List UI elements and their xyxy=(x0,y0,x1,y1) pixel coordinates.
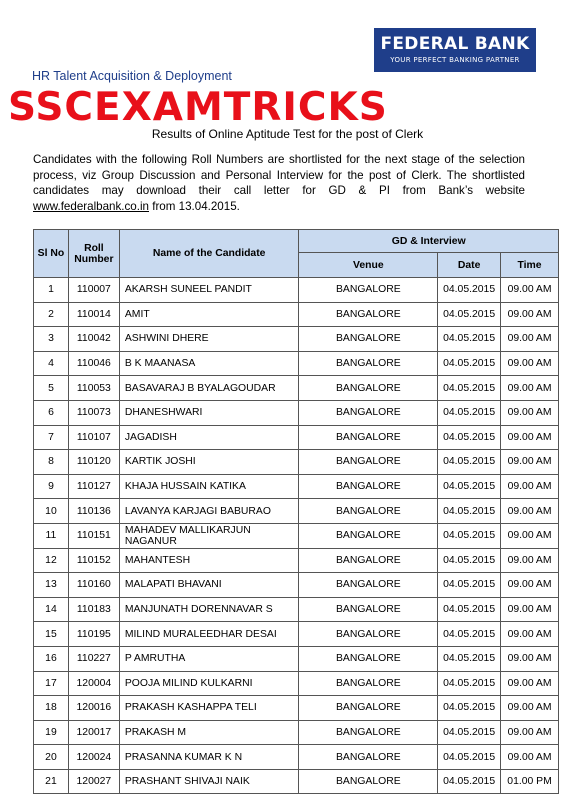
bank-name: FEDERAL BANK xyxy=(380,34,530,54)
table-row xyxy=(34,597,559,622)
cell-date: 04.05.2015 xyxy=(438,523,501,548)
table-row xyxy=(34,745,559,770)
cell-roll-number: 110195 xyxy=(68,622,119,647)
table-row xyxy=(34,327,559,352)
website-link[interactable]: www.federalbank.co.in xyxy=(33,199,149,213)
intro-text: Candidates with the following Roll Numbers are shortlisted for the next stage of the selection process, viz Group Discussion and Personal Interview for the post of Clerk. The shortlisted candidates may download their call letter for GD & PI from Bank’s website xyxy=(33,153,525,197)
cell-sl-no: 21 xyxy=(34,769,69,794)
cell-date: 04.05.2015 xyxy=(438,622,501,647)
cell-roll-number: 110127 xyxy=(68,474,119,499)
cell-roll-number: 120004 xyxy=(68,671,119,696)
cell-candidate-name: JAGADISH xyxy=(119,425,299,450)
cell-time: 09.00 AM xyxy=(501,523,559,548)
cell-roll-number: 110007 xyxy=(68,278,119,303)
cell-sl-no: 4 xyxy=(34,351,69,376)
cell-candidate-name: PRAKASH KASHAPPA TELI xyxy=(119,696,299,721)
table-row xyxy=(34,400,559,425)
cell-roll-number: 110152 xyxy=(68,548,119,573)
table-row xyxy=(34,302,559,327)
cell-sl-no: 7 xyxy=(34,425,69,450)
table-row xyxy=(34,450,559,475)
cell-date: 04.05.2015 xyxy=(438,351,501,376)
cell-venue: BANGALORE xyxy=(299,696,438,721)
header-sl-no: Sl No xyxy=(34,230,69,278)
cell-time: 09.00 AM xyxy=(501,400,559,425)
cell-date: 04.05.2015 xyxy=(438,720,501,745)
cell-sl-no: 12 xyxy=(34,548,69,573)
table-row xyxy=(34,278,559,303)
cell-candidate-name: AMIT xyxy=(119,302,299,327)
cell-roll-number: 110151 xyxy=(68,523,119,548)
cell-sl-no: 16 xyxy=(34,646,69,671)
cell-sl-no: 1 xyxy=(34,278,69,303)
cell-sl-no: 17 xyxy=(34,671,69,696)
table-row xyxy=(34,474,559,499)
cell-date: 04.05.2015 xyxy=(438,499,501,524)
cell-roll-number: 110107 xyxy=(68,425,119,450)
cell-roll-number: 110014 xyxy=(68,302,119,327)
cell-roll-number: 110053 xyxy=(68,376,119,401)
cell-candidate-name: PRAKASH M xyxy=(119,720,299,745)
cell-venue: BANGALORE xyxy=(299,400,438,425)
cell-candidate-name: MAHADEV MALLIKARJUN NAGANUR xyxy=(119,523,299,548)
intro-paragraph xyxy=(33,152,525,214)
cell-date: 04.05.2015 xyxy=(438,573,501,598)
cell-roll-number: 110160 xyxy=(68,573,119,598)
cell-time: 09.00 AM xyxy=(501,302,559,327)
cell-sl-no: 13 xyxy=(34,573,69,598)
header-candidate-name: Name of the Candidate xyxy=(119,230,299,278)
cell-time: 09.00 AM xyxy=(501,745,559,770)
cell-venue: BANGALORE xyxy=(299,573,438,598)
table-row xyxy=(34,523,559,548)
cell-candidate-name: POOJA MILIND KULKARNI xyxy=(119,671,299,696)
header-gd-interview: GD & Interview xyxy=(299,230,559,253)
cell-date: 04.05.2015 xyxy=(438,474,501,499)
cell-candidate-name: LAVANYA KARJAGI BABURAO xyxy=(119,499,299,524)
cell-candidate-name: B K MAANASA xyxy=(119,351,299,376)
cell-date: 04.05.2015 xyxy=(438,696,501,721)
table-row xyxy=(34,499,559,524)
cell-venue: BANGALORE xyxy=(299,278,438,303)
cell-date: 04.05.2015 xyxy=(438,376,501,401)
cell-date: 04.05.2015 xyxy=(438,302,501,327)
table-row xyxy=(34,351,559,376)
cell-date: 04.05.2015 xyxy=(438,745,501,770)
cell-roll-number: 120024 xyxy=(68,745,119,770)
cell-venue: BANGALORE xyxy=(299,646,438,671)
cell-date: 04.05.2015 xyxy=(438,769,501,794)
cell-time: 09.00 AM xyxy=(501,499,559,524)
cell-venue: BANGALORE xyxy=(299,548,438,573)
cell-time: 09.00 AM xyxy=(501,720,559,745)
cell-venue: BANGALORE xyxy=(299,745,438,770)
cell-candidate-name: P AMRUTHA xyxy=(119,646,299,671)
cell-sl-no: 11 xyxy=(34,523,69,548)
table-row xyxy=(34,425,559,450)
table-row xyxy=(34,646,559,671)
table-row xyxy=(34,671,559,696)
cell-roll-number: 110042 xyxy=(68,327,119,352)
cell-roll-number: 120027 xyxy=(68,769,119,794)
table-row xyxy=(34,622,559,647)
cell-date: 04.05.2015 xyxy=(438,548,501,573)
table-row xyxy=(34,769,559,794)
cell-sl-no: 20 xyxy=(34,745,69,770)
table-row xyxy=(34,696,559,721)
watermark: SSCEXAMTRICKS xyxy=(8,85,388,130)
cell-roll-number: 110136 xyxy=(68,499,119,524)
header-time: Time xyxy=(501,253,559,278)
cell-time: 09.00 AM xyxy=(501,548,559,573)
cell-candidate-name: ASHWINI DHERE xyxy=(119,327,299,352)
cell-roll-number: 120017 xyxy=(68,720,119,745)
cell-roll-number: 120016 xyxy=(68,696,119,721)
cell-roll-number: 110183 xyxy=(68,597,119,622)
cell-sl-no: 2 xyxy=(34,302,69,327)
cell-time: 01.00 PM xyxy=(501,769,559,794)
cell-venue: BANGALORE xyxy=(299,622,438,647)
cell-time: 09.00 AM xyxy=(501,696,559,721)
table-row xyxy=(34,720,559,745)
cell-time: 09.00 AM xyxy=(501,573,559,598)
table-row xyxy=(34,573,559,598)
cell-candidate-name: MILIND MURALEEDHAR DESAI xyxy=(119,622,299,647)
cell-time: 09.00 AM xyxy=(501,327,559,352)
page-subtitle: Results of Online Aptitude Test for the post of Clerk xyxy=(151,127,424,141)
cell-venue: BANGALORE xyxy=(299,597,438,622)
cell-date: 04.05.2015 xyxy=(438,597,501,622)
cell-candidate-name: AKARSH SUNEEL PANDIT xyxy=(119,278,299,303)
cell-time: 09.00 AM xyxy=(501,425,559,450)
cell-venue: BANGALORE xyxy=(299,376,438,401)
cell-sl-no: 10 xyxy=(34,499,69,524)
cell-time: 09.00 AM xyxy=(501,597,559,622)
intro-suffix: from 13.04.2015. xyxy=(149,199,240,213)
cell-time: 09.00 AM xyxy=(501,351,559,376)
cell-venue: BANGALORE xyxy=(299,499,438,524)
header-date: Date xyxy=(438,253,501,278)
cell-candidate-name: KARTIK JOSHI xyxy=(119,450,299,475)
cell-time: 09.00 AM xyxy=(501,646,559,671)
cell-venue: BANGALORE xyxy=(299,450,438,475)
cell-candidate-name: BASAVARAJ B BYALAGOUDAR xyxy=(119,376,299,401)
cell-venue: BANGALORE xyxy=(299,720,438,745)
cell-candidate-name: MANJUNATH DORENNAVAR S xyxy=(119,597,299,622)
cell-date: 04.05.2015 xyxy=(438,646,501,671)
bank-logo xyxy=(374,28,536,72)
cell-venue: BANGALORE xyxy=(299,302,438,327)
cell-venue: BANGALORE xyxy=(299,425,438,450)
cell-sl-no: 14 xyxy=(34,597,69,622)
cell-date: 04.05.2015 xyxy=(438,450,501,475)
cell-sl-no: 15 xyxy=(34,622,69,647)
cell-roll-number: 110227 xyxy=(68,646,119,671)
cell-roll-number: 110120 xyxy=(68,450,119,475)
cell-sl-no: 6 xyxy=(34,400,69,425)
cell-time: 09.00 AM xyxy=(501,474,559,499)
cell-sl-no: 19 xyxy=(34,720,69,745)
table-row xyxy=(34,376,559,401)
cell-venue: BANGALORE xyxy=(299,671,438,696)
cell-date: 04.05.2015 xyxy=(438,671,501,696)
cell-time: 09.00 AM xyxy=(501,622,559,647)
cell-candidate-name: MALAPATI BHAVANI xyxy=(119,573,299,598)
header-venue: Venue xyxy=(299,253,438,278)
table-row xyxy=(34,548,559,573)
cell-candidate-name: PRASHANT SHIVAJI NAIK xyxy=(119,769,299,794)
results-table xyxy=(33,229,559,794)
cell-sl-no: 18 xyxy=(34,696,69,721)
department-title: HR Talent Acquisition & Deployment xyxy=(32,69,232,83)
cell-roll-number: 110073 xyxy=(68,400,119,425)
table-body xyxy=(34,278,559,794)
cell-date: 04.05.2015 xyxy=(438,425,501,450)
cell-venue: BANGALORE xyxy=(299,351,438,376)
cell-date: 04.05.2015 xyxy=(438,327,501,352)
cell-venue: BANGALORE xyxy=(299,327,438,352)
cell-time: 09.00 AM xyxy=(501,278,559,303)
cell-candidate-name: PRASANNA KUMAR K N xyxy=(119,745,299,770)
bank-tagline: YOUR PERFECT BANKING PARTNER xyxy=(390,56,520,64)
cell-candidate-name: MAHANTESH xyxy=(119,548,299,573)
cell-sl-no: 9 xyxy=(34,474,69,499)
cell-venue: BANGALORE xyxy=(299,523,438,548)
cell-sl-no: 3 xyxy=(34,327,69,352)
cell-date: 04.05.2015 xyxy=(438,400,501,425)
cell-venue: BANGALORE xyxy=(299,474,438,499)
cell-candidate-name: KHAJA HUSSAIN KATIKA xyxy=(119,474,299,499)
cell-time: 09.00 AM xyxy=(501,376,559,401)
cell-sl-no: 8 xyxy=(34,450,69,475)
cell-candidate-name: DHANESHWARI xyxy=(119,400,299,425)
header-roll-number: Roll Number xyxy=(68,230,119,278)
cell-roll-number: 110046 xyxy=(68,351,119,376)
cell-sl-no: 5 xyxy=(34,376,69,401)
cell-time: 09.00 AM xyxy=(501,671,559,696)
cell-venue: BANGALORE xyxy=(299,769,438,794)
cell-time: 09.00 AM xyxy=(501,450,559,475)
cell-date: 04.05.2015 xyxy=(438,278,501,303)
